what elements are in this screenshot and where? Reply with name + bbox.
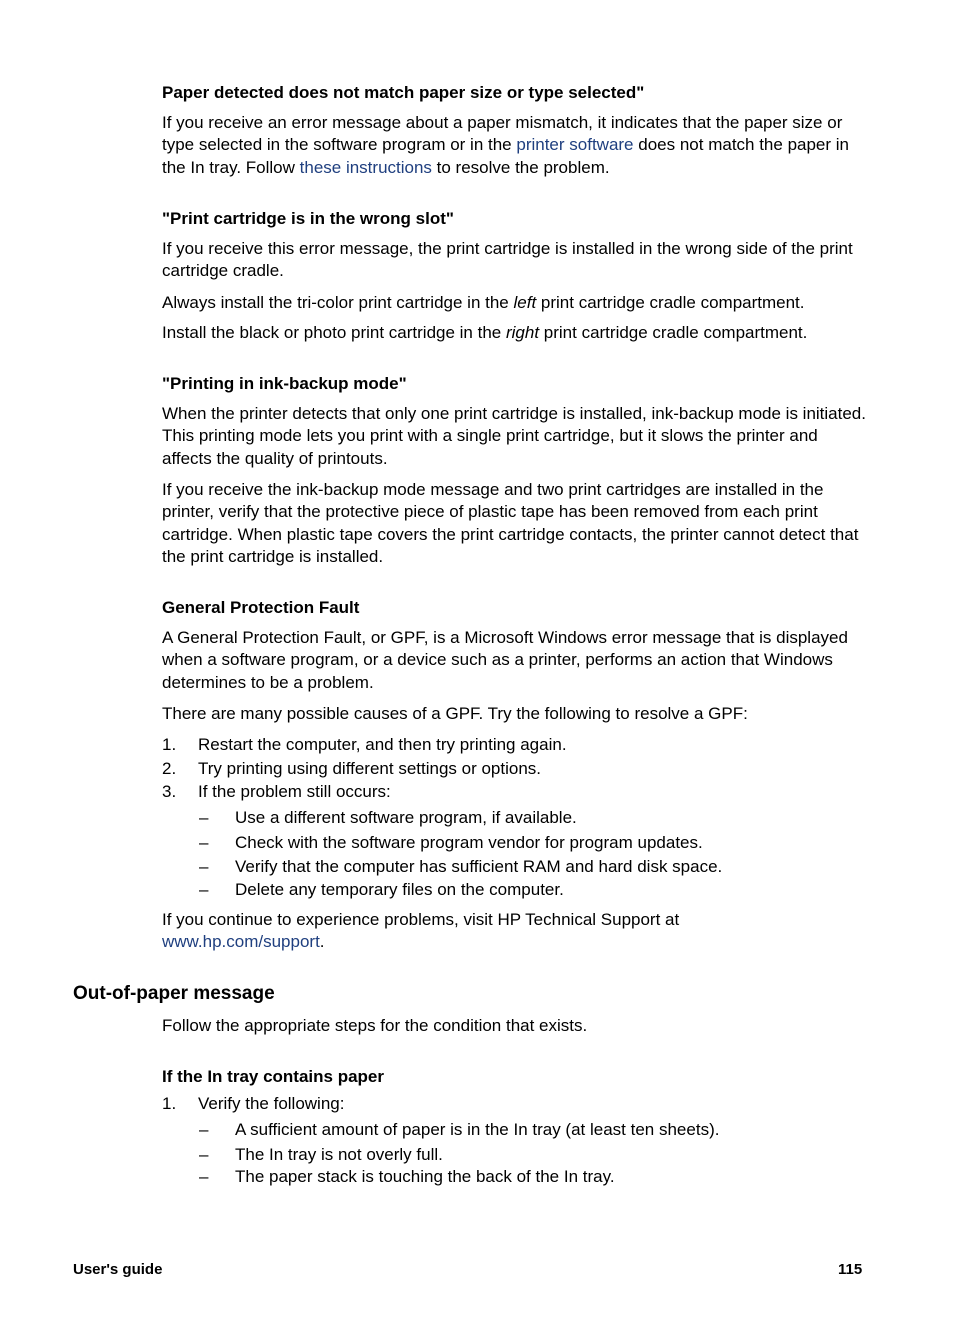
sub-list-item (199, 1119, 719, 1141)
list-item-text: Verify the following: (198, 1094, 345, 1113)
emphasis-left: left (513, 293, 537, 312)
heading-paper-mismatch: Paper detected does not match paper size or type selected" (162, 83, 645, 102)
heading-ink-backup: "Printing in ink-backup mode" (162, 374, 407, 393)
list-item (162, 734, 567, 756)
paragraph-ink-backup-1: When the printer detects that only one print cartridge is installed, ink-backup mode is initiated. This printing mode lets you print with a single print cartridge, but it slows the printer and affects the quality of printouts. (162, 404, 866, 468)
dash-bullet: – (199, 1145, 209, 1164)
sub-list-item-text: Check with the software program vendor for program updates. (235, 833, 703, 852)
emphasis-right: right (505, 323, 540, 342)
paragraph-gpf-support (162, 909, 842, 954)
list-number: 1. (162, 735, 177, 754)
text-segment: Install the black or photo print cartridge in the (162, 323, 506, 342)
sub-list-item (199, 832, 703, 854)
paragraph-out-of-paper: Follow the appropriate steps for the condition that exists. (162, 1016, 588, 1035)
sub-list-item-text: Delete any temporary files on the computer. (235, 880, 564, 899)
heading-out-of-paper: Out-of-paper message (73, 983, 275, 1004)
sub-list-item (199, 879, 564, 901)
sub-list-item-text: The paper stack is touching the back of the In tray. (235, 1167, 615, 1186)
sub-list-item-text: The In tray is not overly full. (235, 1145, 443, 1164)
text-segment: does not match the paper in the In tray. Follow (162, 135, 850, 177)
paragraph-wrong-slot-3 (162, 322, 870, 344)
heading-wrong-slot: "Print cartridge is in the wrong slot" (162, 209, 454, 228)
paragraph-wrong-slot-1: If you receive this error message, the print cartridge is installed in the wrong side of the print cartridge cradle. (162, 239, 853, 281)
list-item-text: Restart the computer, and then try printing again. (198, 735, 567, 754)
footer-guide-title: User's guide (73, 1261, 163, 1278)
sub-list-item-text: Use a different software program, if available. (235, 808, 577, 827)
text-segment: print cartridge cradle compartment. (539, 323, 808, 342)
heading-in-tray-contains-paper: If the In tray contains paper (162, 1067, 384, 1086)
paragraph-wrong-slot-2 (162, 292, 870, 314)
text-segment: print cartridge cradle compartment. (536, 293, 805, 312)
list-number: 1. (162, 1094, 177, 1113)
dash-bullet: – (199, 1120, 209, 1139)
dash-bullet: – (199, 833, 209, 852)
text-segment: If you receive an error message about a paper mismatch, it indicates that the paper size or type selected in the software program or in the (162, 113, 843, 155)
list-number: 3. (162, 782, 177, 801)
sub-list-item (199, 856, 722, 878)
dash-bullet: – (199, 808, 209, 827)
sub-list-item (199, 807, 577, 829)
paragraph-gpf-2: There are many possible causes of a GPF. Try the following to resolve a GPF: (162, 704, 748, 723)
link-hp-support[interactable]: www.hp.com/support (162, 932, 320, 952)
list-item (162, 758, 541, 780)
text-segment: Always install the tri-color print cartridge in the (162, 293, 514, 312)
text-segment: If you continue to experience problems, visit HP Technical Support at (162, 910, 680, 929)
heading-gpf: General Protection Fault (162, 598, 360, 617)
sub-list-item-text: Verify that the computer has sufficient RAM and hard disk space. (235, 857, 723, 876)
text-segment: . (319, 932, 325, 952)
sub-list-item-text: A sufficient amount of paper is in the In tray (at least ten sheets). (235, 1120, 720, 1139)
paragraph-ink-backup-2: If you receive the ink-backup mode message and two print cartridges are installed in the printer, verify that the protective piece of plastic tape has been removed from each print cartridge. When plastic tape covers the print cartridge contacts, the printer cannot detect that the print cartridge is installed. (162, 480, 859, 567)
paragraph-paper-mismatch (162, 112, 870, 179)
list-item (162, 781, 391, 803)
link-printer-software[interactable]: printer software (516, 135, 634, 155)
sub-list-item (199, 1144, 443, 1166)
list-item-text: If the problem still occurs: (198, 782, 391, 801)
text-segment: to resolve the problem. (431, 157, 610, 177)
list-item (162, 1093, 344, 1115)
sub-list-item (199, 1166, 615, 1188)
dash-bullet: – (199, 880, 209, 899)
dash-bullet: – (199, 1167, 209, 1186)
dash-bullet: – (199, 857, 209, 876)
page-number: 115 (838, 1261, 863, 1278)
list-number: 2. (162, 759, 177, 778)
link-these-instructions[interactable]: these instructions (299, 157, 432, 177)
list-item-text: Try printing using different settings or options. (198, 759, 542, 778)
paragraph-gpf-1: A General Protection Fault, or GPF, is a Microsoft Windows error message that is displayed when a software program, or a device such as a printer, performs an action that Windows determines to be a problem. (162, 628, 848, 692)
